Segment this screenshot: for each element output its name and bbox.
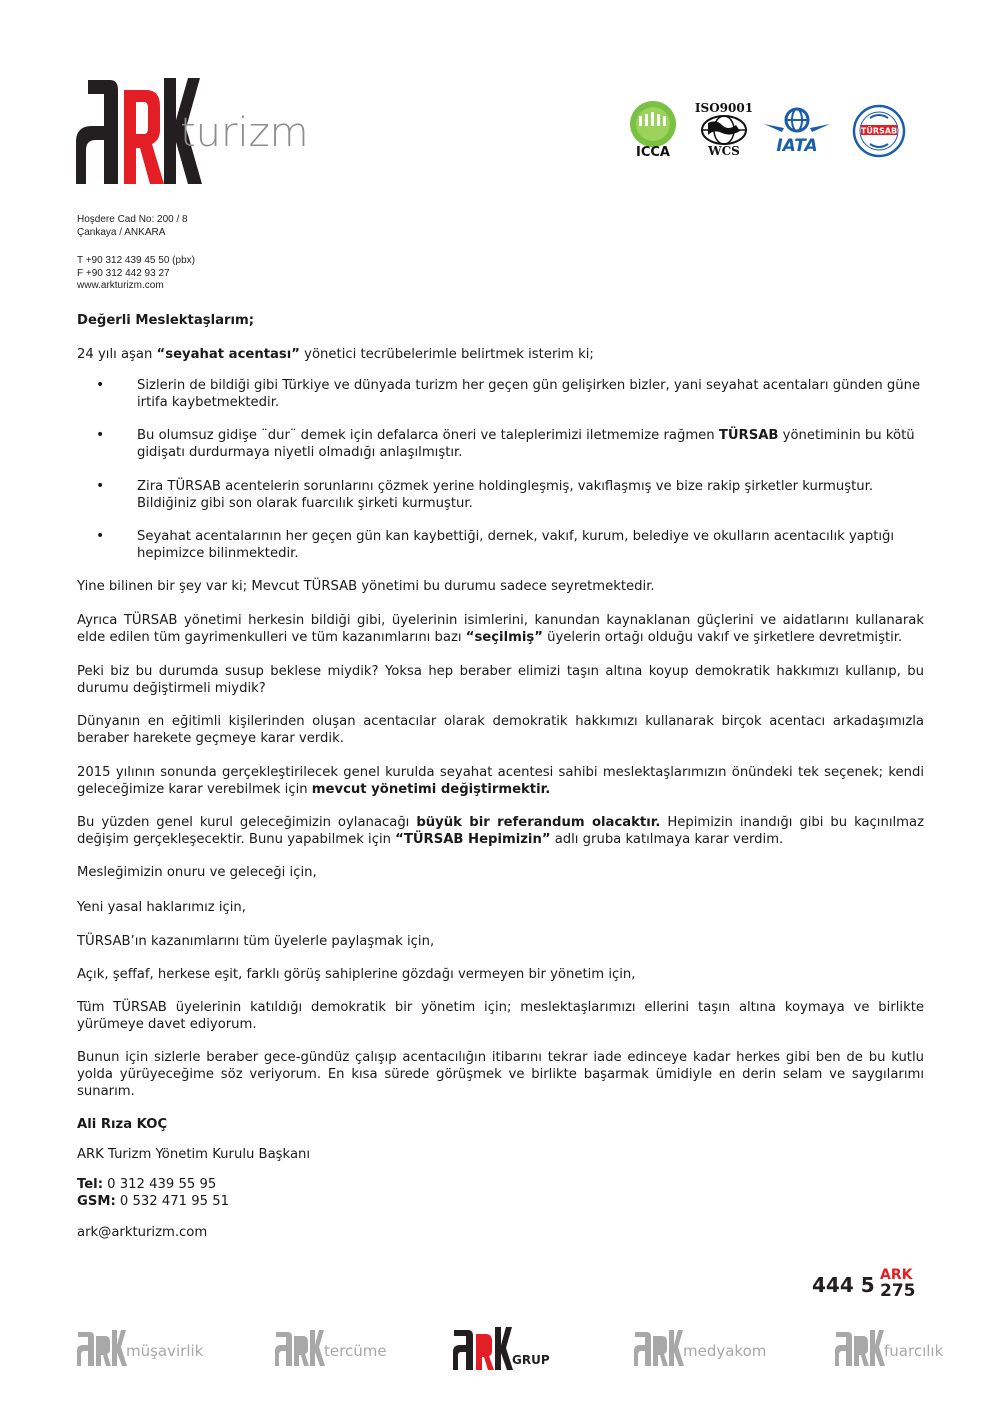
tursab-logo [852, 104, 906, 158]
ark-tercume-logo [274, 1326, 387, 1372]
icca-text: ICCA [636, 145, 670, 160]
fuarcilik-text: fuarcılık [884, 1342, 944, 1360]
logo-word: turizm [180, 110, 309, 156]
bullet-item-4: Seyahat acentalarının her geçen gün kan kaybettiği, dernek, vakıf, kurum, belediye ve okulların acentacılık yaptığı hepimizce bilinmektedir. [137, 529, 895, 561]
address-line-2: Çankaya / ANKARA [77, 226, 166, 238]
header-phone: T +90 312 439 45 50 (pbx) [77, 255, 195, 266]
bullet-item-2: Bu olumsuz gidişe ¨dur¨ demek için defalarca öneri ve taleplerimizi iletmemize rağmen TÜRSAB yönetiminin bu kötü gidişatı durdurmaya niyetli olmadığı anlaşılmıştır. [137, 428, 915, 460]
ark-medyakom-logo [633, 1326, 767, 1372]
paragraph-7: Mesleğimizin onuru ve geleceği için, [77, 865, 317, 880]
intro-paragraph: 24 yılı aşan “seyahat acentası” yönetici tecrübelerimle belirtmek isterim ki; [77, 347, 594, 362]
paragraph-6: Bu yüzden genel kurul geleceğimizin oylanacağı büyük bir referandum olacaktır. Hepimizin inandığı gibi bu kaçınılmaz değişim gerçekleşecektir. Bunu yapabilmek için “TÜRSAB Hepimizin” adlı gruba katılmaya karar verdim. [77, 815, 925, 847]
hotline-number [812, 1266, 932, 1300]
icca-logo [624, 100, 682, 160]
bullet-dot: • [96, 427, 105, 443]
bullet-dot: • [96, 478, 105, 494]
paragraph-8: Yeni yasal haklarımız için, [77, 900, 246, 915]
salutation: Değerli Meslektaşlarım; [77, 313, 255, 328]
paragraph-1: Yine bilinen bir şey var ki; Mevcut TÜRSAB yönetimi bu durumu sadece seyretmektedir. [77, 579, 655, 594]
tursab-text: TÜRSAB [860, 126, 898, 136]
bullet-item-3: Zira TÜRSAB acentelerin sorunlarını çözmek yerine holdingleşmiş, vakıflaşmış ve bize rakip şirketler kurmuştur. Bildiğiniz gibi son olarak fuarcılık şirketi kurmuştur. [137, 479, 874, 511]
hotline-code: 275 [880, 1281, 916, 1301]
tercume-text: tercüme [324, 1342, 387, 1360]
paragraph-2: Ayrıca TÜRSAB yönetimi herkesin bildiği gibi, üyelerinin isimlerini, kanundan kaynaklanan güçlerini ve aidatlarını kullanarak elde edilen tüm gayrimenkulleri ve tüm kazanımlarını bazı “seçilmiş” üyelerin ortağı olduğu vakıf ve şirketlere devretmiştir. [77, 613, 924, 645]
signer-email[interactable]: ark@arkturizm.com [77, 1225, 208, 1240]
iso-bottom-text: WCS [708, 144, 740, 158]
ark-turizm-logo [74, 72, 324, 192]
signer-name: Ali Rıza KOÇ [77, 1117, 168, 1132]
medyakom-text: medyakom [683, 1342, 767, 1360]
paragraph-12: Bunun için sizlerle beraber gece-gündüz çalışıp acentacılığın itibarını tekrar iade edinceye kadar herkes gibi ben de bu kutlu yolda yürüyeceğime söz veriyorum. En kısa sürede görüşmek ve birlikte başarmak ümidiyle en derin selam ve saygılarımı sunarım. [77, 1050, 924, 1099]
address-block [77, 214, 188, 239]
paragraph-3: Peki biz bu durumda susup beklese miydik? Yoksa hep beraber elimizi taşın altına koyup demokratik hakkımızı kullanıp, bu durumu değiştirmeli miydik? [77, 664, 924, 696]
paragraph-11: Tüm TÜRSAB üyelerinin katıldığı demokratik bir yönetim için; meslektaşlarımızı ellerini taşın altına koymaya ve birlikte yürümeye davet ediyorum. [77, 1000, 924, 1032]
header-website[interactable]: www.arkturizm.com [77, 280, 164, 291]
paragraph-9: TÜRSAB’ın kazanımlarını tüm üyelerle paylaşmak için, [77, 934, 435, 949]
iata-text: IATA [776, 136, 818, 156]
bullet-item-1: Sizlerin de bildiği gibi Türkiye ve dünyada turizm her geçen gün gelişirken bizler, yani seyahat acentaları günden güne irtifa kaybetmektedir. [137, 378, 921, 410]
hotline-ark: ARK [880, 1267, 913, 1283]
bullet-dot: • [96, 528, 105, 544]
header-fax: F +90 312 442 93 27 [77, 267, 170, 279]
address-line-1: Hoşdere Cad No: 200 / 8 [77, 214, 188, 225]
ark-grup-logo [452, 1324, 550, 1374]
grup-text: GRUP [512, 1353, 550, 1367]
iata-logo [762, 106, 832, 154]
ark-musavirlik-logo [76, 1326, 204, 1372]
musavirlik-text: müşavirlik [126, 1342, 204, 1360]
paragraph-4: Dünyanın en eğitimli kişilerinden oluşan acentacılar olarak demokratik hakkımızı kullanarak birçok acentacı arkadaşımızla beraber harekete geçmeye karar verdik. [77, 714, 924, 746]
signer-gsm: GSM: 0 532 471 95 51 [77, 1194, 229, 1209]
ark-fuarcilik-logo [834, 1326, 944, 1372]
signer-title: ARK Turizm Yönetim Kurulu Başkanı [77, 1147, 311, 1162]
bullet-dot: • [96, 377, 105, 393]
paragraph-5: 2015 yılının sonunda gerçekleştirilecek genel kurulda seyahat acentesi sahibi meslektaşlarımızın önündeki tek seçenek; kendi geleceğimize karar verebilmek için mevcut yönetimi değiştirmektir. [77, 765, 924, 797]
signer-tel: Tel: 0 312 439 55 95 [77, 1177, 217, 1192]
hotline-prefix: 444 5 [812, 1273, 875, 1297]
paragraph-10: Açık, şeffaf, herkese eşit, farklı görüş sahiplerine gözdağı vermeyen bir yönetim için, [77, 967, 636, 982]
iso-top-text: ISO9001 [694, 101, 754, 115]
iso9001-logo [694, 101, 754, 157]
contact-block [77, 255, 195, 293]
